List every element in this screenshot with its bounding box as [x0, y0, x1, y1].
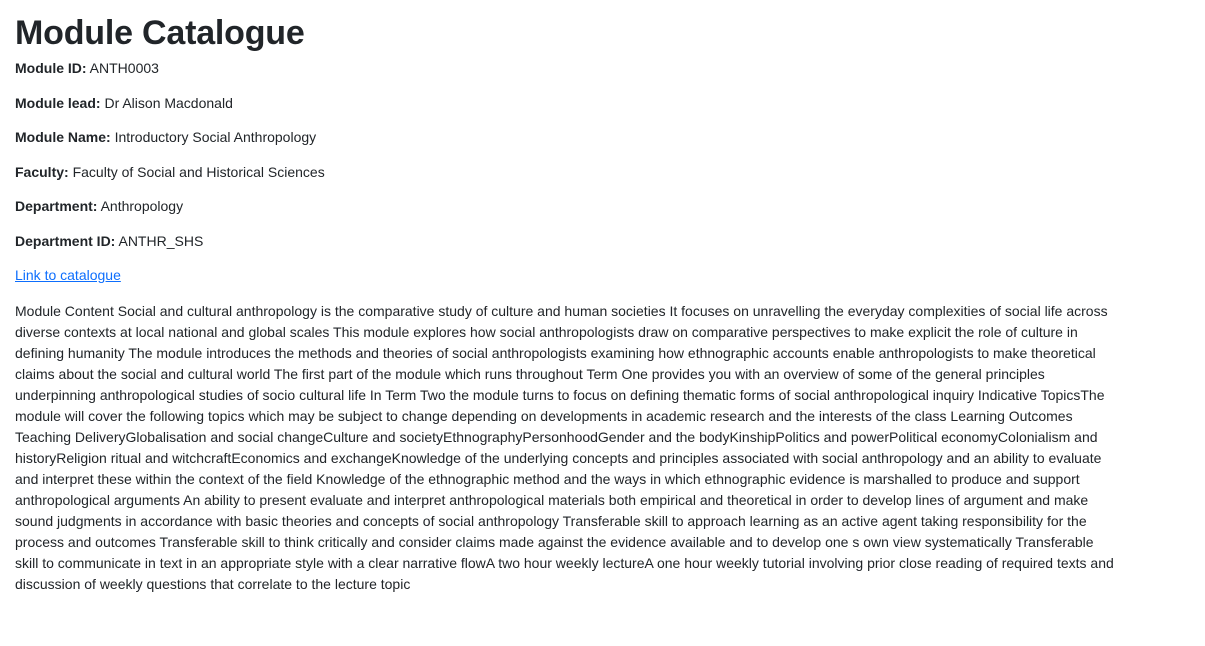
faculty-value: Faculty of Social and Historical Sciences: [72, 163, 325, 180]
faculty-label: Faculty:: [15, 163, 69, 180]
department-field: [15, 197, 1190, 216]
module-name-value: Introductory Social Anthropology: [114, 129, 317, 145]
module-id-label: Module ID:: [15, 60, 87, 76]
department-label: Department:: [15, 198, 98, 214]
module-lead-field: [15, 94, 1190, 113]
module-details: [15, 59, 1190, 250]
catalogue-link[interactable]: Link to catalogue: [15, 267, 121, 283]
module-content-text: Module Content Social and cultural anthropology is the comparative study of culture and human societies It focuses on unravelling the everyday complexities of social life across diverse contexts at local national and global scales This module explores how social anthropologists draw on comparative perspectives to make explicit the role of culture in defining humanity The module introduces the methods and theories of social anthropologists examining how ethnographic accounts enable anthropologists to make theoretical claims about the social and cultural world The first part of the module which runs throughout Term One provides you with an overview of some of the general principles underpinning anthropological studies of socio cultural life In Term Two the module turns to focus on defining thematic forms of social anthropological inquiry Indicative TopicsThe module will cover the following topics which may be subject to change depending on developments in academic research and the interests of the class Learning Outcomes Teaching DeliveryGlobalisation and social changeCulture and societyEthnographyPersonhoodGender and the bodyKinshipPolitics and powerPolitical economyColonialism and historyReligion ritual and witchcraftEconomics and exchangeKnowledge of the underlying concepts and principles associated with social anthropology and an ability to evaluate and interpret these within the context of the field Knowledge of the ethnographic method and the ways in which ethnographic evidence is marshalled to produce and support anthropological arguments An ability to present evaluate and interpret anthropological materials both empirical and theoretical in order to develop lines of argument and make sound judgments in accordance with basic theories and concepts of social anthropology Transferable skill to approach learning as an active agent taking responsibility for the process and outcomes Transferable skill to think critically and consider claims made against the evidence available and to develop one s own view systematically Transferable skill to communicate in text in an appropriate style with a clear narrative flowA two hour weekly lectureA one hour weekly tutorial involving prior close reading of required texts and discussion of weekly questions that correlate to the lecture topic: [15, 302, 1114, 592]
department-value: Anthropology: [100, 198, 184, 214]
department-id-label: Department ID:: [15, 232, 116, 249]
faculty-field: [15, 163, 1190, 182]
module-id-value: ANTH0003: [89, 60, 159, 76]
department-id-value: ANTHR_SHS: [118, 232, 204, 249]
module-lead-value: Dr Alison Macdonald: [104, 94, 233, 111]
module-lead-label: Module lead:: [15, 94, 101, 111]
department-id-field: [15, 232, 1190, 251]
page-title: Module Catalogue: [15, 14, 305, 52]
module-name-field: [15, 128, 1190, 147]
module-name-label: Module Name:: [15, 129, 111, 145]
module-id-field: [15, 59, 1190, 78]
